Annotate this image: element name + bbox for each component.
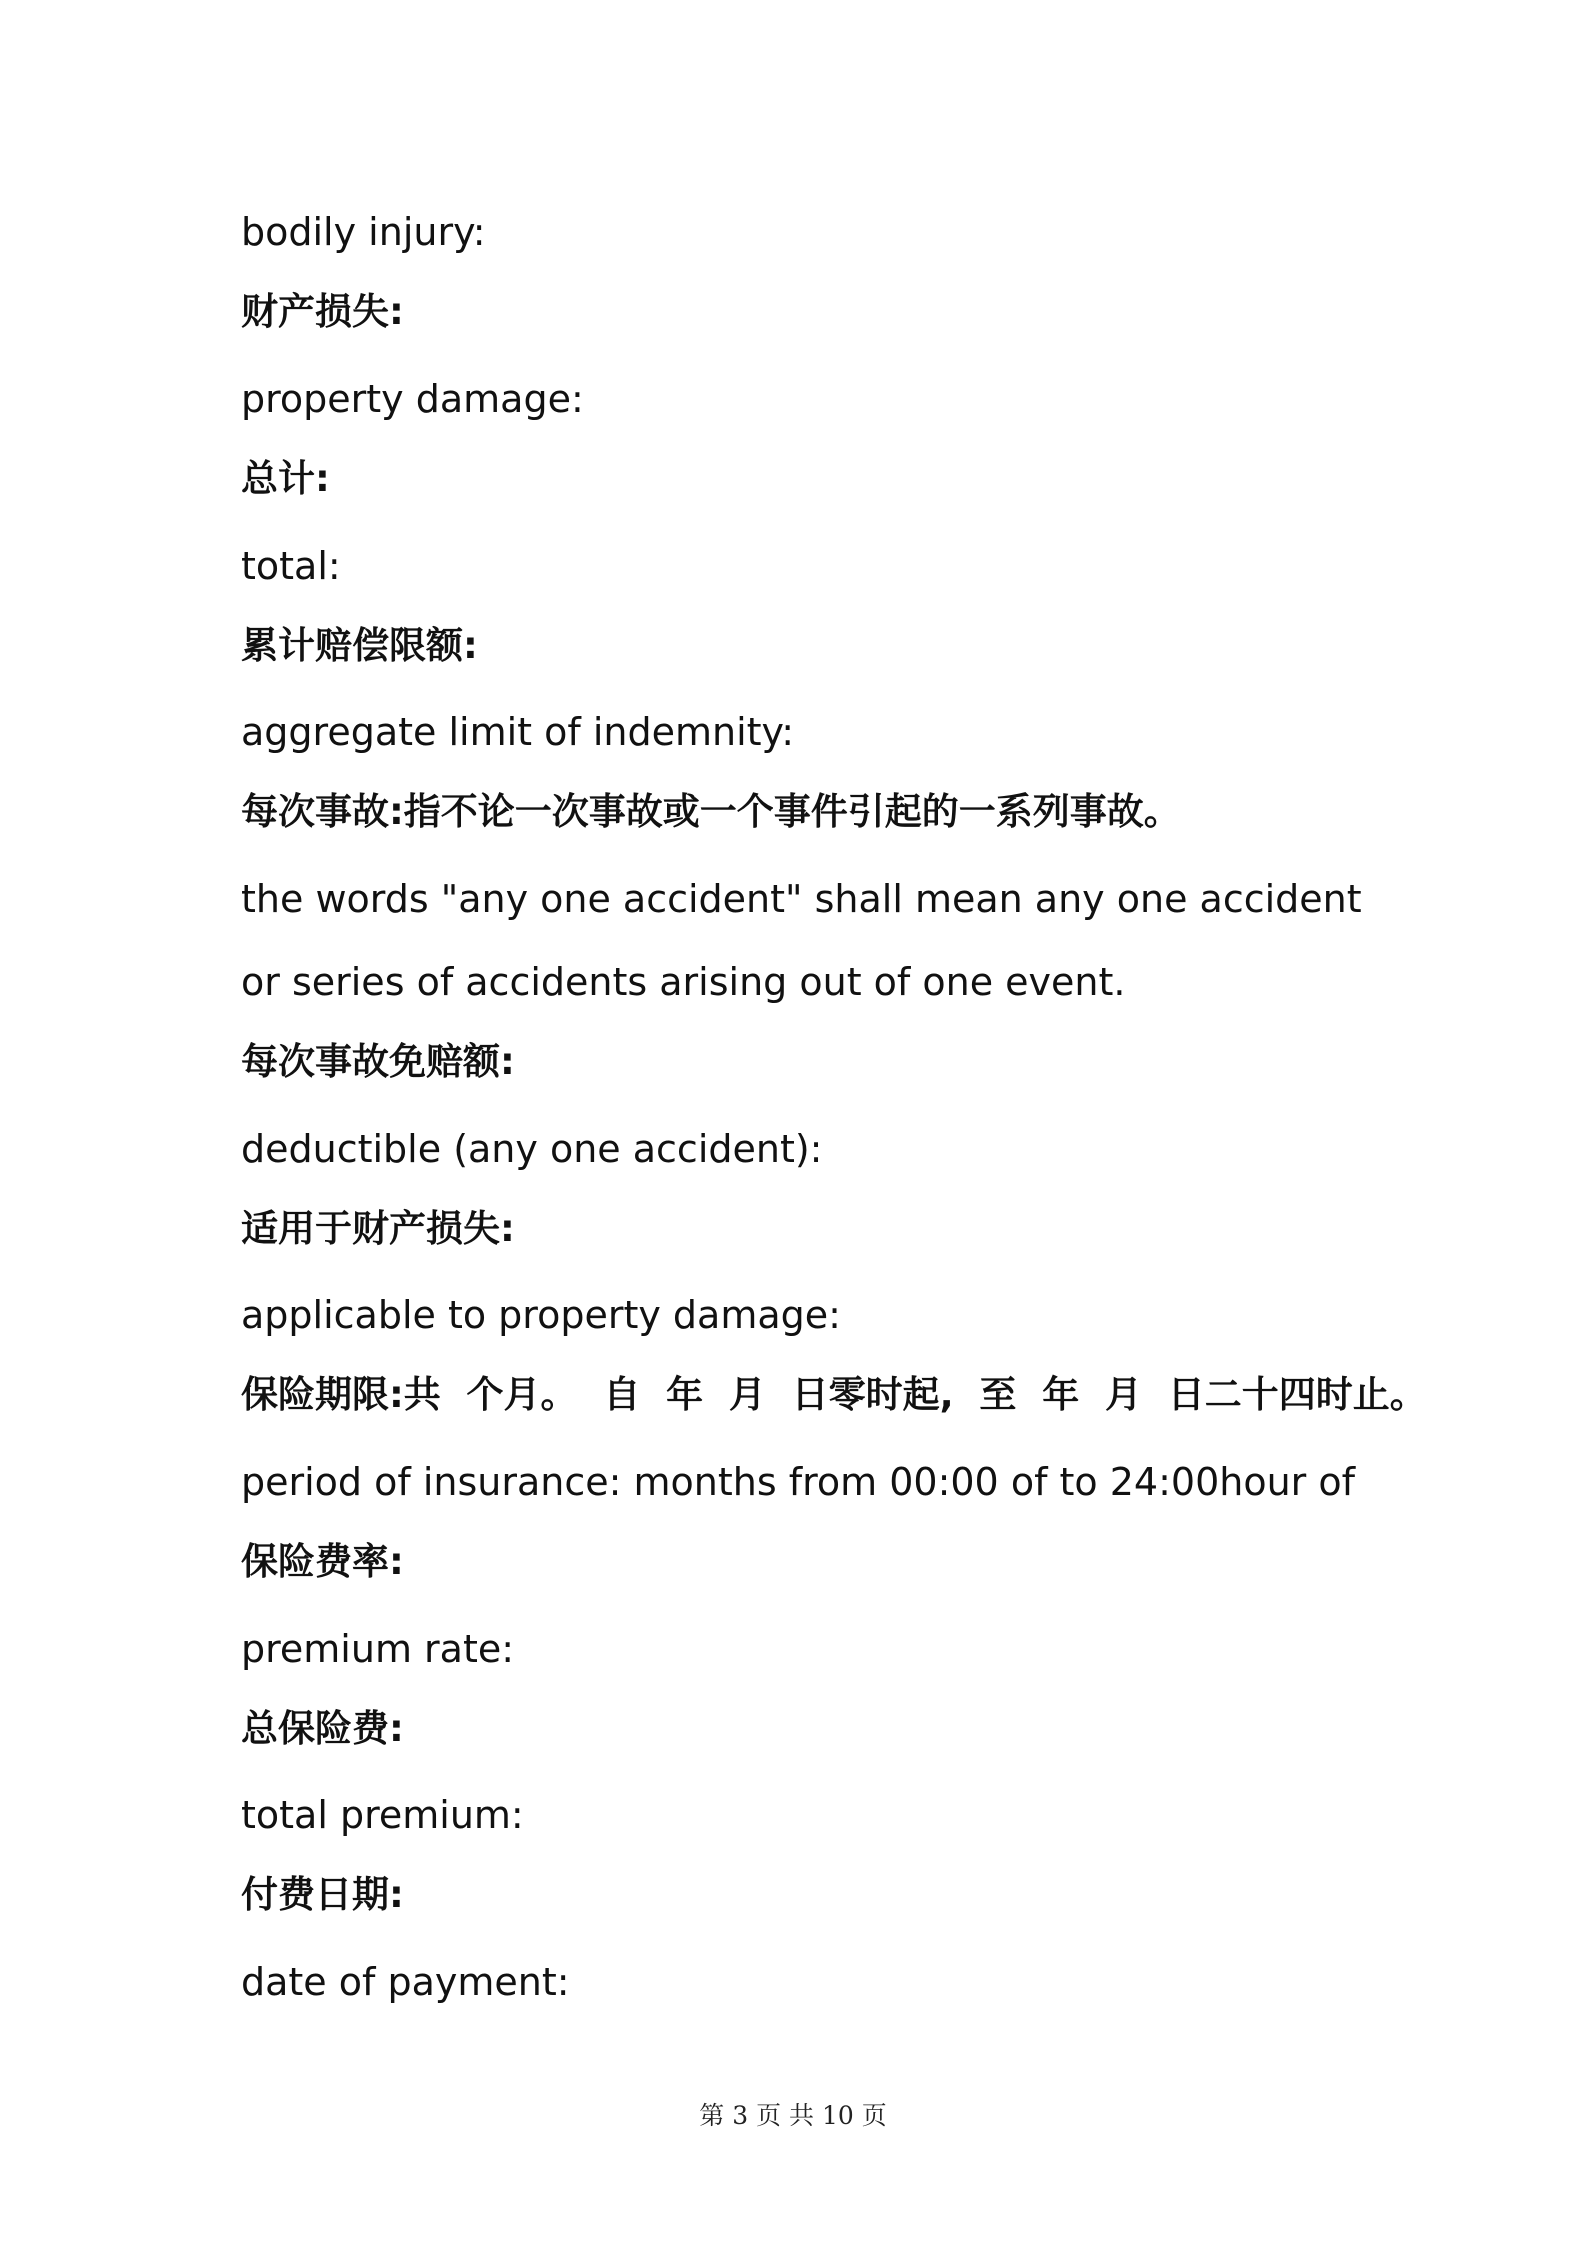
label-property-damage-zh: 财产损失: [241,290,404,333]
label-date-of-payment-zh: 付费日期: [241,1873,404,1916]
label-total: total: [241,544,341,588]
label-period: period of insurance: months from 00:00 of to 24:00hour of [241,1460,1356,1504]
label-total-premium-zh: 总保险费: [241,1707,404,1750]
label-aggregate-limit: aggregate limit of indemnity: [241,710,795,754]
definition-any-one-accident-line2: or series of accidents arising out of one event. [241,960,1126,1004]
definition-any-one-accident-line1: the words "any one accident" shall mean any one accident [241,877,1362,921]
label-date-of-payment: date of payment: [241,1960,570,2004]
definition-any-one-accident-zh: 每次事故:指不论一次事故或一个事件引起的一系列事故。 [241,790,1181,833]
label-applicable-zh: 适用于财产损失: [241,1207,515,1250]
label-period-zh: 保险期限:共 个月。 自 年 月 日零时起, 至 年 月 日二十四时止。 [241,1373,1427,1416]
label-deductible: deductible (any one accident): [241,1127,823,1171]
label-deductible-zh: 每次事故免赔额: [241,1040,515,1083]
label-total-zh: 总计: [241,457,330,500]
label-applicable: applicable to property damage: [241,1293,841,1337]
label-premium-rate: premium rate: [241,1627,515,1671]
label-property-damage: property damage: [241,377,584,421]
label-bodily-injury: bodily injury: [241,210,486,254]
label-premium-rate-zh: 保险费率: [241,1540,404,1583]
label-aggregate-limit-zh: 累计赔偿限额: [241,624,478,667]
page-number: 第 3 页 共 10 页 [699,2101,887,2130]
label-total-premium: total premium: [241,1793,524,1837]
